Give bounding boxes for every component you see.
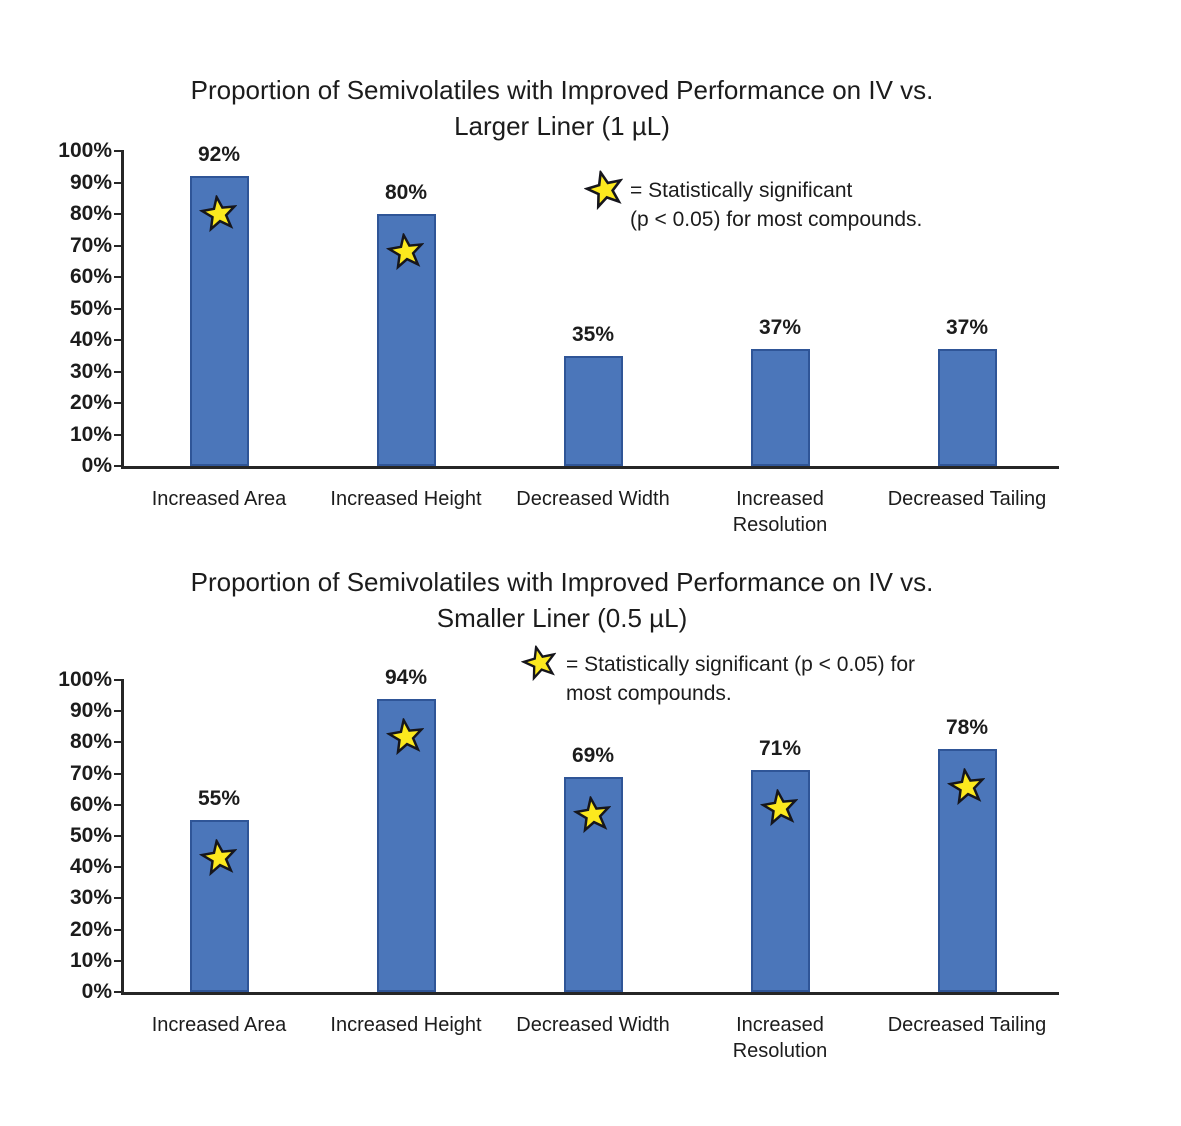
x-axis-line	[121, 466, 1059, 469]
y-tick	[114, 308, 123, 310]
legend-line: most compounds.	[566, 682, 732, 705]
y-tick	[114, 339, 123, 341]
x-axis-line	[121, 992, 1059, 995]
y-tick-label: 40%	[69, 328, 112, 351]
bar-value-label: 69%	[571, 743, 615, 767]
bar	[564, 356, 623, 466]
y-tick-label: 80%	[69, 202, 112, 225]
y-tick	[114, 897, 123, 899]
bar-value-label: 80%	[384, 181, 428, 204]
x-category-label: Increased Area	[151, 1014, 287, 1036]
y-tick-label: 50%	[69, 296, 112, 320]
significance-star-icon	[518, 641, 562, 685]
y-tick	[114, 245, 123, 247]
bar	[751, 349, 810, 466]
chart-title-line1: Proportion of Semivolatiles with Improved Performance on IV vs.	[190, 75, 934, 105]
chart-title-line1: Proportion of Semivolatiles with Improved Performance on IV vs.	[190, 567, 934, 597]
y-tick	[114, 960, 123, 962]
y-tick	[114, 465, 123, 467]
bar-value-label: 37%	[758, 316, 802, 340]
x-category-label: Decreased Tailing	[887, 488, 1047, 510]
y-tick	[114, 371, 123, 373]
y-tick	[114, 741, 123, 743]
significance-star-icon	[946, 765, 989, 808]
y-tick-label: 70%	[69, 761, 112, 785]
bar-value-label: 55%	[197, 787, 241, 811]
bar	[938, 349, 997, 466]
y-tick-label: 100%	[58, 668, 112, 691]
y-tick	[114, 182, 123, 184]
y-tick-label: 20%	[69, 917, 112, 941]
significance-star-icon	[385, 715, 428, 758]
legend-text	[630, 176, 922, 234]
y-tick-label: 0%	[81, 980, 112, 1003]
y-tick	[114, 276, 123, 278]
y-tick	[114, 402, 123, 404]
significance-star-icon	[385, 231, 428, 274]
chart-title	[0, 564, 1124, 636]
x-category-label: Decreased Tailing	[887, 1014, 1047, 1036]
y-tick-label: 80%	[69, 730, 112, 754]
y-tick-label: 0%	[81, 454, 112, 477]
bar-value-label: 92%	[197, 143, 241, 167]
y-tick-label: 20%	[69, 391, 112, 414]
y-tick-label: 70%	[69, 233, 112, 257]
y-tick	[114, 929, 123, 931]
x-category-label: Decreased Width	[516, 488, 670, 510]
y-tick	[114, 213, 123, 215]
y-tick-label: 90%	[69, 699, 112, 723]
y-tick-label: 10%	[69, 422, 112, 446]
y-tick	[114, 835, 123, 837]
y-tick	[114, 991, 123, 993]
x-category-label: Increased Area	[151, 488, 287, 510]
y-tick	[114, 679, 123, 681]
bar-value-label: 71%	[758, 737, 802, 761]
chart-title-line2: Larger Liner (1 µL)	[454, 111, 670, 141]
bar-value-label: 78%	[945, 715, 989, 739]
y-tick-label: 60%	[69, 792, 112, 816]
bar-value-label: 35%	[571, 322, 615, 346]
y-tick-label: 30%	[69, 886, 112, 910]
y-tick	[114, 434, 123, 436]
y-tick-label: 50%	[69, 824, 112, 847]
y-tick	[114, 866, 123, 868]
significance-star-icon	[581, 166, 629, 214]
y-tick	[114, 150, 123, 152]
x-category-label: Increased Height	[330, 1014, 482, 1036]
x-category-label: Decreased Width	[516, 1014, 670, 1036]
legend-text	[566, 650, 915, 708]
y-tick-label: 10%	[69, 948, 112, 972]
y-tick	[114, 710, 123, 712]
y-tick-label: 60%	[69, 265, 112, 288]
x-category-label: Increased Resolution	[732, 488, 828, 536]
y-tick-label: 30%	[69, 359, 112, 383]
chart-title-line2: Smaller Liner (0.5 µL)	[436, 603, 688, 633]
significance-star-icon	[572, 793, 615, 836]
bar-value-label: 37%	[945, 316, 989, 340]
y-tick-label: 90%	[69, 170, 112, 194]
y-tick-label: 40%	[69, 855, 112, 879]
chart-title	[0, 72, 1124, 144]
significance-star-icon	[198, 837, 241, 880]
x-category-label: Increased Height	[330, 488, 482, 510]
significance-star-icon	[759, 787, 802, 830]
y-tick-label: 100%	[58, 139, 112, 162]
significance-star-icon	[198, 193, 241, 236]
legend-line: (p < 0.05) for most compounds.	[630, 208, 923, 231]
y-tick	[114, 773, 123, 775]
legend-line: = Statistically significant (p < 0.05) for	[566, 653, 915, 676]
bar-value-label: 94%	[384, 665, 428, 689]
legend-line: = Statistically significant	[630, 179, 853, 202]
y-tick	[114, 804, 123, 806]
x-category-label: Increased Resolution	[732, 1014, 828, 1062]
